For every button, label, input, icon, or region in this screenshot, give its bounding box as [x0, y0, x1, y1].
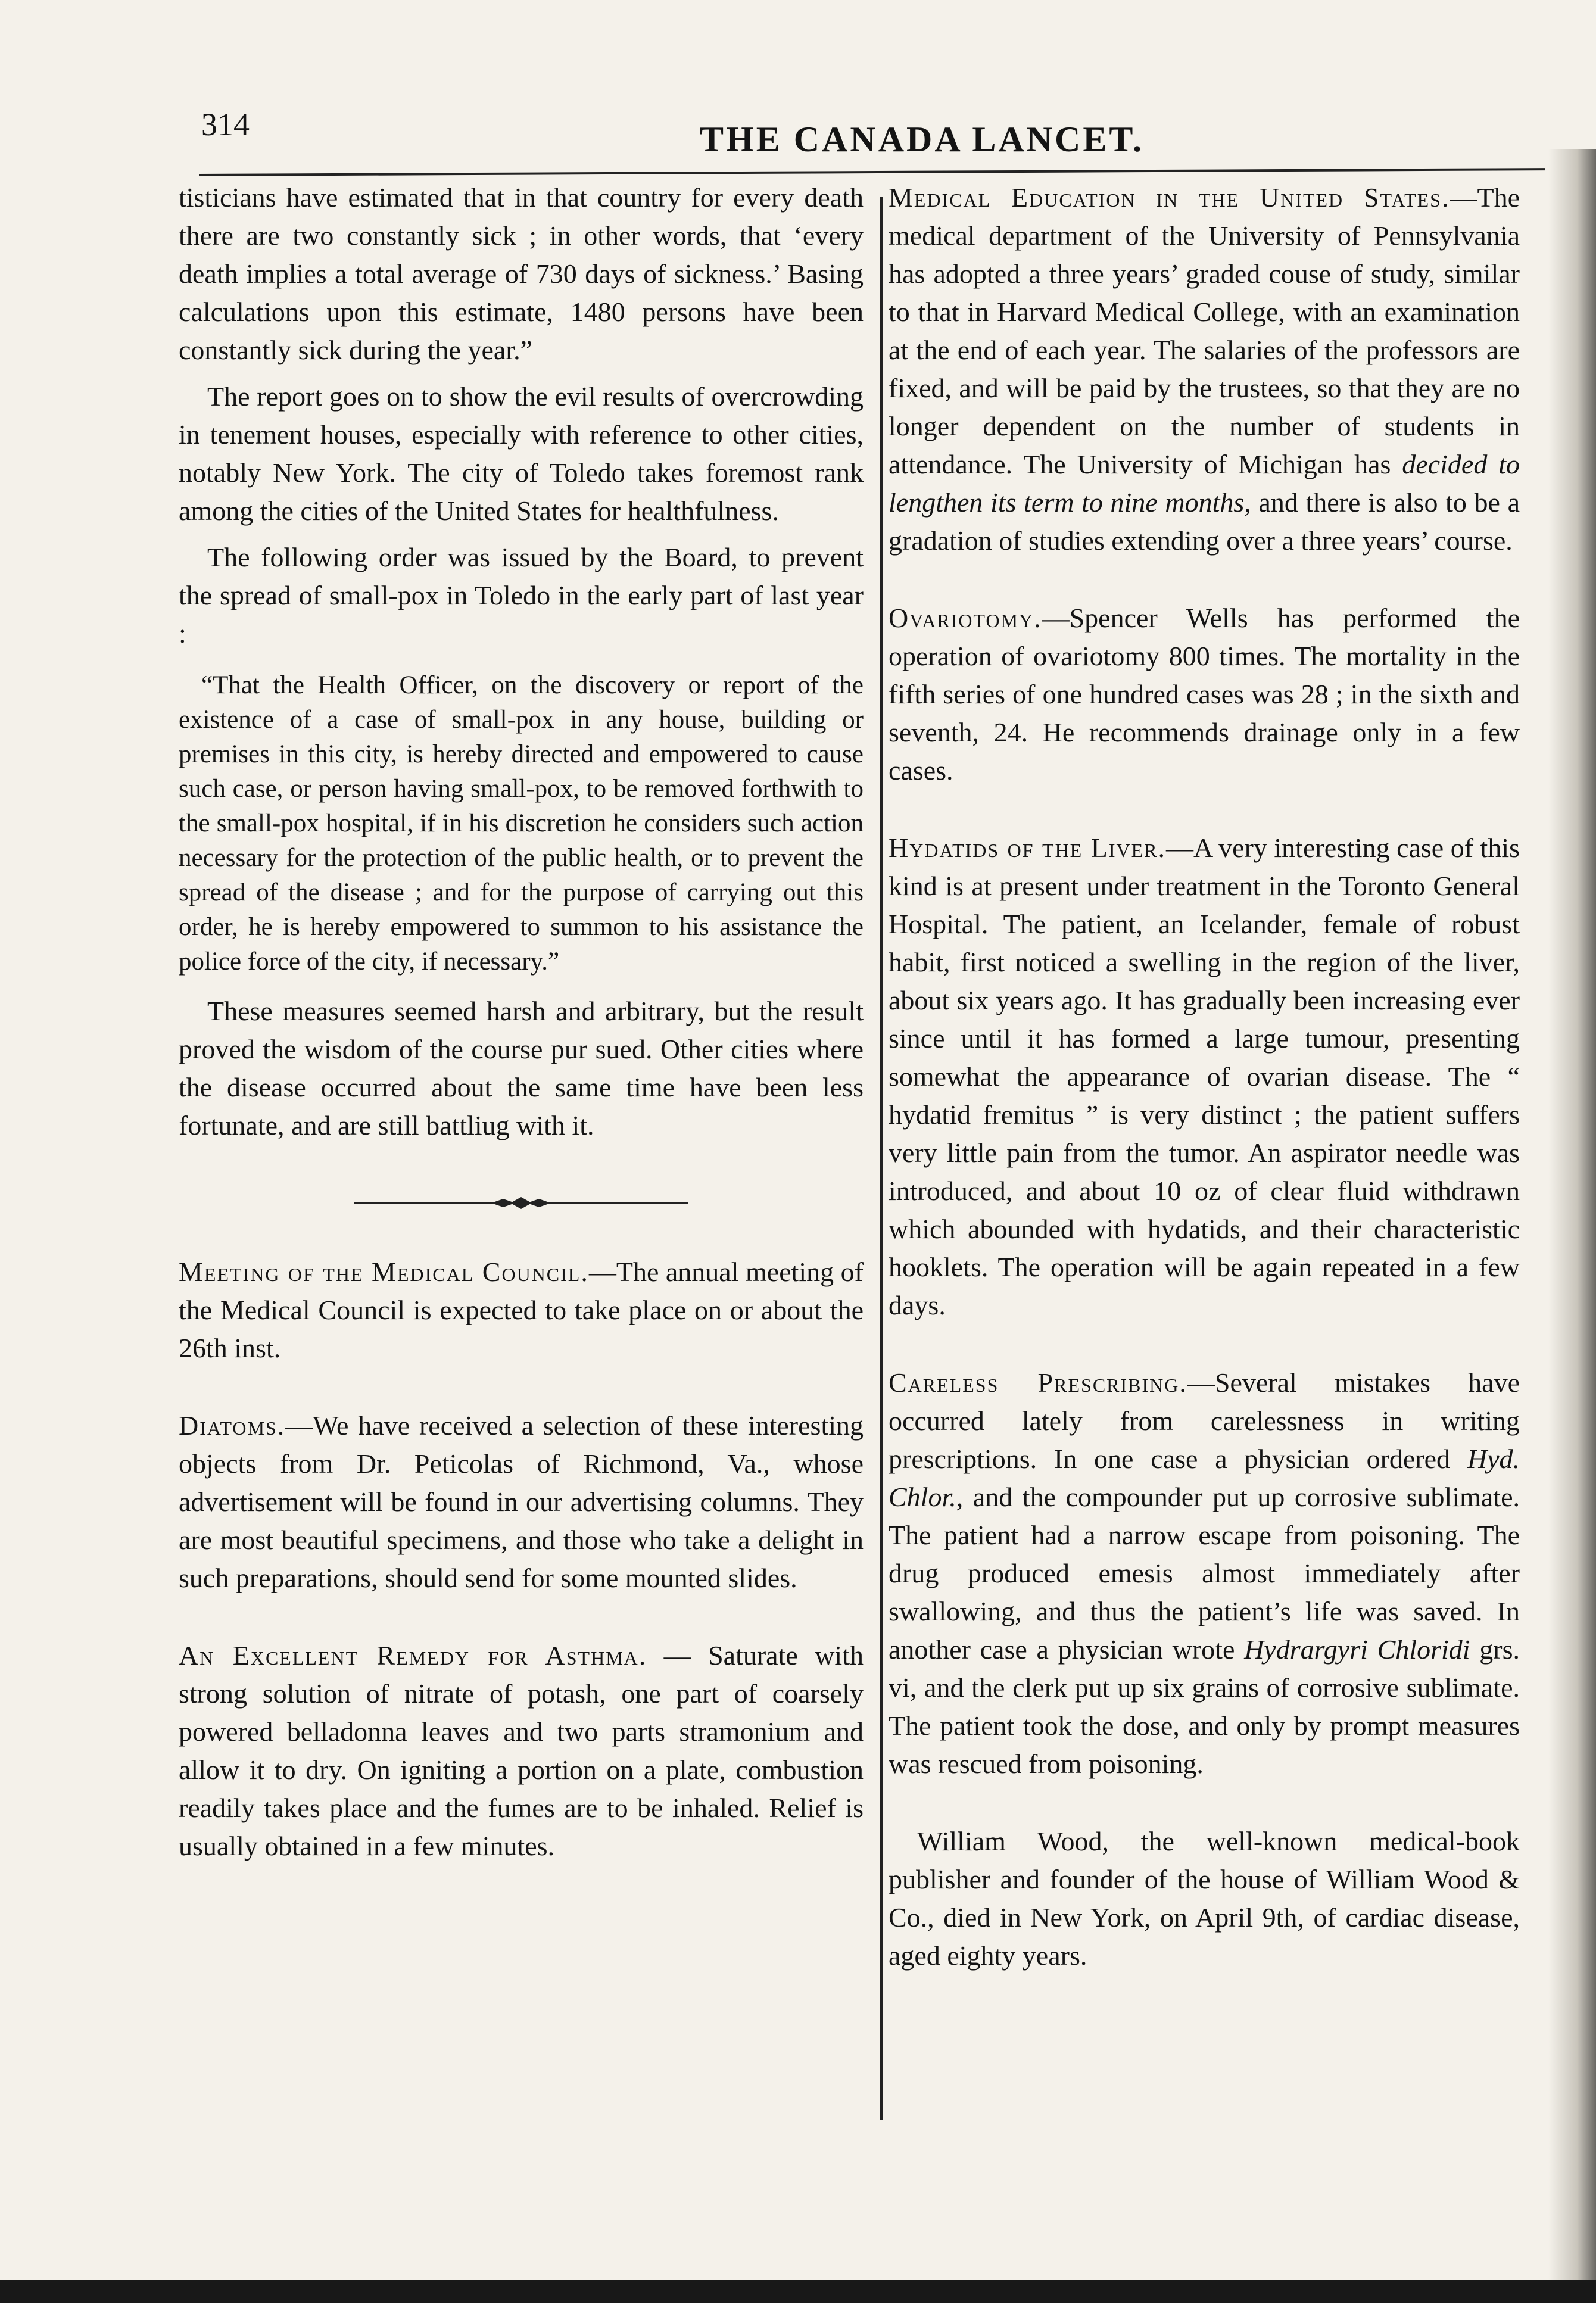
page-edge-shadow — [1548, 149, 1596, 2303]
continued-paragraph: tisticians have estimated that in that country for every death there are two constantly sick ; in other words, that ‘every death implies a total average of 730 days of sickness.’ Basing calculations upon this estimate, 1480 persons have been constantly sick during the year.” — [179, 182, 864, 365]
hydatids-heading: Hydatids of the Liver. — [889, 833, 1166, 863]
asthma-heading: An Excellent Remedy for Asthma. — [179, 1640, 647, 1671]
measures-paragraph: These measures seemed harsh and arbitrary, but the result proved the wisdom of the course pur sued. Other cities where the disease occurred about the same time have been less fortunate, and are still battliug with it. — [179, 996, 864, 1140]
diatoms-paragraph: Diatoms.—We have received a selection of these interesting objects from Dr. Peticolas of Richmond, Va., whose advertisement will be found in our advertising columns. They are most beautiful specimens, and those who take a delight in such preparations, should send for some mounted slides. — [179, 1410, 864, 1593]
council-heading: Meeting of the Medical Council. — [179, 1257, 589, 1287]
ovariotomy-paragraph: Ovariotomy.—Spencer Wells has performed the operation of ovariotomy 800 times. The mortality in the fifth series of one hundred cases was 28 ; in the sixth and seventh, 24. He recommends drainage only in a few cases. — [889, 603, 1520, 786]
running-head: THE CANADA LANCET. — [700, 120, 1144, 159]
ovariotomy-heading: Ovariotomy. — [889, 603, 1042, 633]
diatoms-heading: Diatoms. — [179, 1410, 286, 1441]
careless-paragraph: Careless Prescribing.—Several mistakes have occurred lately from carelessness in writing prescriptions. In one case a physician ordered Hyd. Chlor., and the compounder put up corrosive sublimate. The patient had a narrow escape from poisoning. The drug produced emesis almost immediately after swallowing, and thus the patient’s life was saved. In another case a physician wrote Hydrargyri Chloridi grs. vi, and the clerk put up six grains of corrosive sublimate. The patient took the dose, and only by prompt measures was rescued from poisoning. — [889, 1367, 1520, 1779]
page-number: 314 — [201, 107, 250, 142]
left-column — [179, 179, 864, 1874]
right-column — [889, 179, 1520, 1983]
header-rule — [200, 168, 1545, 176]
asthma-paragraph: An Excellent Remedy for Asthma. — Saturate with strong solution of nitrate of potash, one part of coarsely powered belladonna leaves and two parts stramonium and allow it to dry. On igniting a portion on a plate, combustion readily takes place and the fumes are to be inhaled. Relief is usually obtained in a few minutes. — [179, 1640, 864, 1861]
scan-bottom-edge — [0, 2280, 1596, 2303]
education-paragraph: Medical Education in the United States.—The medical department of the University of Pennsylvania has adopted a three years’ graded couse of study, similar to that in Harvard Medical College, with an examination at the end of each year. The salaries of the professors are fixed, and will be paid by the trustees, so that they are no longer dependent on the number of students in attendance. The University of Michigan has decided to lengthen its term to nine months, and there is also to be a gradation of studies extending over a three years’ course. — [889, 182, 1520, 556]
obituary-paragraph: William Wood, the well-known medical-book publisher and founder of the house of William Wood & Co., died in New York, on April 9th, of cardiac disease, aged eighty years. — [889, 1826, 1520, 1971]
careless-heading: Careless Prescribing. — [889, 1367, 1187, 1398]
education-heading: Medical Education in the United States. — [889, 182, 1450, 213]
order-intro-paragraph: The following order was issued by the Board, to prevent the spread of small-pox in Toledo in the early part of last year : — [179, 542, 864, 649]
column-rule — [880, 197, 883, 2120]
hydatids-paragraph: Hydatids of the Liver.—A very interesting case of this kind is at present under treatment in the Toronto General Hospital. The patient, an Icelander, female of robust habit, first noticed a swelling in the region of the liver, about six years ago. It has gradually been increasing ever since until it has formed a large tumour, presenting somewhat the appearance of ovarian disease. The “ hydatid fremitus ” is very distinct ; the patient suffers very little pain from the tumor. An aspirator needle was introduced, and about 10 oz of clear fluid withdrawn which abounded with hydatids, and their characteristic hooklets. The operation will be again repeated in a few days. — [889, 833, 1520, 1320]
section-divider-ornament — [354, 1191, 688, 1215]
order-quote: “That the Health Officer, on the discovery or report of the existence of a case of small-pox in any house, building or premises in this city, is hereby directed and empowered to cause such case, or person having small-pox, to be removed forthwith to the small-pox hospital, if in his discretion he considers such action necessary for the protection of the public health, or to prevent the spread of the disease ; and for the purpose of carrying out this order, he is hereby empowered to summon to his assistance the police force of the city, if necessary.” — [179, 671, 864, 976]
council-paragraph: Meeting of the Medical Council.—The annual meeting of the Medical Council is expected to take place on or about the 26th inst. — [179, 1257, 864, 1363]
report-paragraph: The report goes on to show the evil results of overcrowding in tenement houses, especially with reference to other cities, notably New York. The city of Toledo takes foremost rank among the cities of the United States for healthfulness. — [179, 381, 864, 526]
